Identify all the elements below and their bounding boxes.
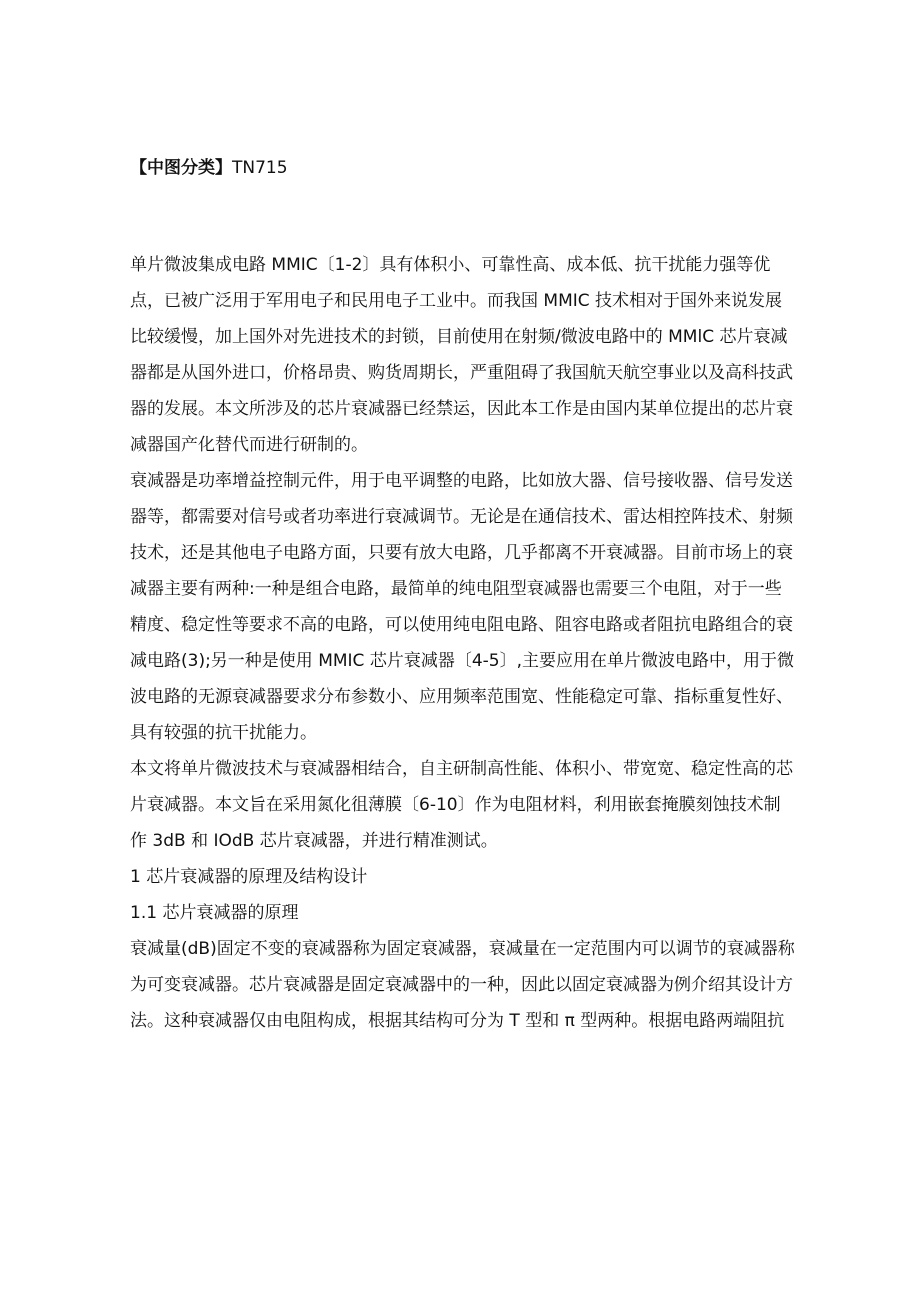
classification-label: 【中图分类】 <box>130 158 232 178</box>
body-line: 衰减量(dB)固定不变的衰减器称为固定衰减器，衰减量在一定范围内可以调节的衰减器称 <box>130 939 795 959</box>
body-line: 为可变衰减器。芯片衰减器是固定衰减器中的一种，因此以固定衰减器为例介绍其设计方 <box>130 975 793 995</box>
classification-line <box>130 156 288 180</box>
body-line: 衰减器是功率增益控制元件，用于电平调整的电路，比如放大器、信号接收器、信号发送 <box>130 471 793 491</box>
body-line: 减器主要有两种:一种是组合电路，最简单的纯电阻型衰减器也需要三个电阻，对于一些 <box>130 579 782 599</box>
body-line: 减器国产化替代而进行研制的。 <box>130 435 368 455</box>
body-line: 器等，都需要对信号或者功率进行衰减调节。无论是在通信技术、雷达相控阵技术、射频 <box>130 507 793 527</box>
body-line: 作 3dB 和 IOdB 芯片衰减器，并进行精准测试。 <box>130 831 498 851</box>
body-line: 具有较强的抗干扰能力。 <box>130 723 317 743</box>
body-line: 比较缓慢，加上国外对先进技术的封锁，目前使用在射频/微波电路中的 MMlC 芯片衰减 <box>130 327 788 347</box>
subsection-heading: 1.1 芯片衰减器的原理 <box>130 903 299 923</box>
body-line: 点，已被广泛用于军用电子和民用电子工业中。而我国 MMIC 技术相对于国外来说发展 <box>130 291 783 311</box>
body-line: 器都是从国外进口，价格昂贵、购货周期长，严重阻碍了我国航天航空事业以及高科技武 <box>130 363 793 383</box>
body-line: 减电路(3);另一种是使用 MMIC 芯片衰减器〔4-5〕,主要应用在单片微波电路中，用于微 <box>130 651 795 671</box>
body-line: 法。这种衰减器仅由电阻构成，根据其结构可分为 T 型和 π 型两种。根据电路两端阻抗 <box>130 1011 785 1031</box>
classification-code: TN715 <box>232 158 288 178</box>
section-heading: 1 芯片衰减器的原理及结构设计 <box>130 867 368 887</box>
body-line: 精度、稳定性等要求不高的电路，可以使用纯电阻电路、阻容电路或者阻抗电路组合的衰 <box>130 615 793 635</box>
body-line: 技术，还是其他电子电路方面，只要有放大电路，几乎都离不开衰减器。目前市场上的衰 <box>130 543 793 563</box>
body-line: 器的发展。本文所涉及的芯片衰减器已经禁运，因此本工作是由国内某单位提出的芯片衰 <box>130 399 793 419</box>
body-line: 本文将单片微波技术与衰减器相结合，自主研制高性能、体积小、带宽宽、稳定性高的芯 <box>130 759 793 779</box>
body-line: 单片微波集成电路 MMIC〔1-2〕具有体积小、可靠性高、成本低、抗干扰能力强等优 <box>130 255 771 275</box>
body-line: 波电路的无源衰减器要求分布参数小、应用频率范围宽、性能稳定可靠、指标重复性好、 <box>130 687 793 707</box>
body-line: 片衰减器。本文旨在采用氮化徂薄膜〔6-10〕作为电阻材料，利用嵌套掩膜刻蚀技术制 <box>130 795 781 815</box>
